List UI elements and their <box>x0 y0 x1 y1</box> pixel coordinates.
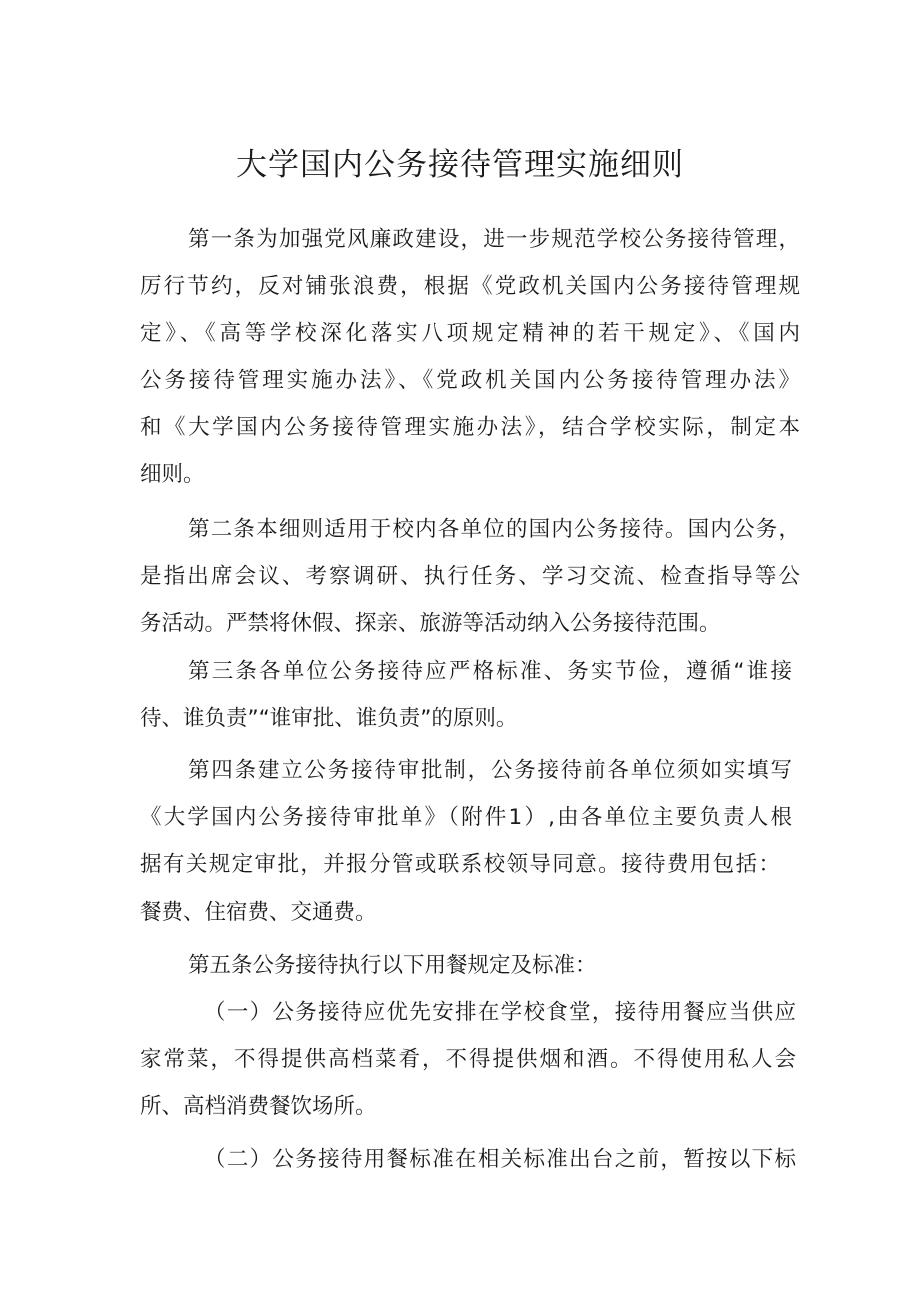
article-3-line-2: 待、谁负责”“谁审批、谁负责”的原则。 <box>140 706 518 731</box>
article-1-line-6: 细则。 <box>140 462 205 487</box>
article-2-line-1: 第二条本细则适用于校内各单位的国内公务接待。国内公务， <box>188 517 800 542</box>
article-5-item-1-line-3: 所、高档消费餐饮场所。 <box>140 1094 377 1119</box>
article-1-line-1: 第一条为加强党风廉政建设，进一步规范学校公务接待管理， <box>188 227 800 252</box>
article-2-line-2: 是指出席会议、考察调研、执行任务、学习交流、检查指导等公 <box>140 564 800 589</box>
article-5-item-2-line-1: （二）公务接待用餐标准在相关标准出台之前，暂按以下标 <box>204 1147 796 1172</box>
article-5-item-1-line-1: （一）公务接待应优先安排在学校食堂，接待用餐应当供应 <box>204 1000 796 1025</box>
article-2-line-3: 务活动。严禁将休假、探亲、旅游等活动纳入公务接待范围。 <box>140 611 721 636</box>
article-3-line-1: 第三条各单位公务接待应严格标准、务实节俭，遵循“谁接 <box>188 659 792 684</box>
article-4-line-2: 《大学国内公务接待审批单》（附件1）,由各单位主要负责人根 <box>140 805 792 830</box>
article-5-line-1: 第五条公务接待执行以下用餐规定及标准： <box>188 953 597 978</box>
article-1-line-5: 和《大学国内公务接待管理实施办法》，结合学校实际，制定本 <box>140 415 800 440</box>
document-title: 大学国内公务接待管理实施细则 <box>236 147 684 183</box>
article-4-line-4: 餐费、住宿费、交通费。 <box>140 900 377 925</box>
article-4-line-1: 第四条建立公务接待审批制，公务接待前各单位须如实填写 <box>188 758 792 783</box>
article-1-line-4: 公务接待管理实施办法》、《党政机关国内公务接待管理办法》 <box>140 368 800 393</box>
article-1-line-2: 厉行节约，反对铺张浪费，根据《党政机关国内公务接待管理规 <box>140 274 800 299</box>
article-4-line-3: 据有关规定审批，并报分管或联系校领导同意。接待费用包括： <box>140 852 780 877</box>
article-5-item-1-line-2: 家常菜，不得提供高档菜肴，不得提供烟和酒。不得使用私人会 <box>140 1047 796 1072</box>
article-1-line-3: 定》、《高等学校深化落实八项规定精神的若干规定》、《国内 <box>140 321 800 346</box>
